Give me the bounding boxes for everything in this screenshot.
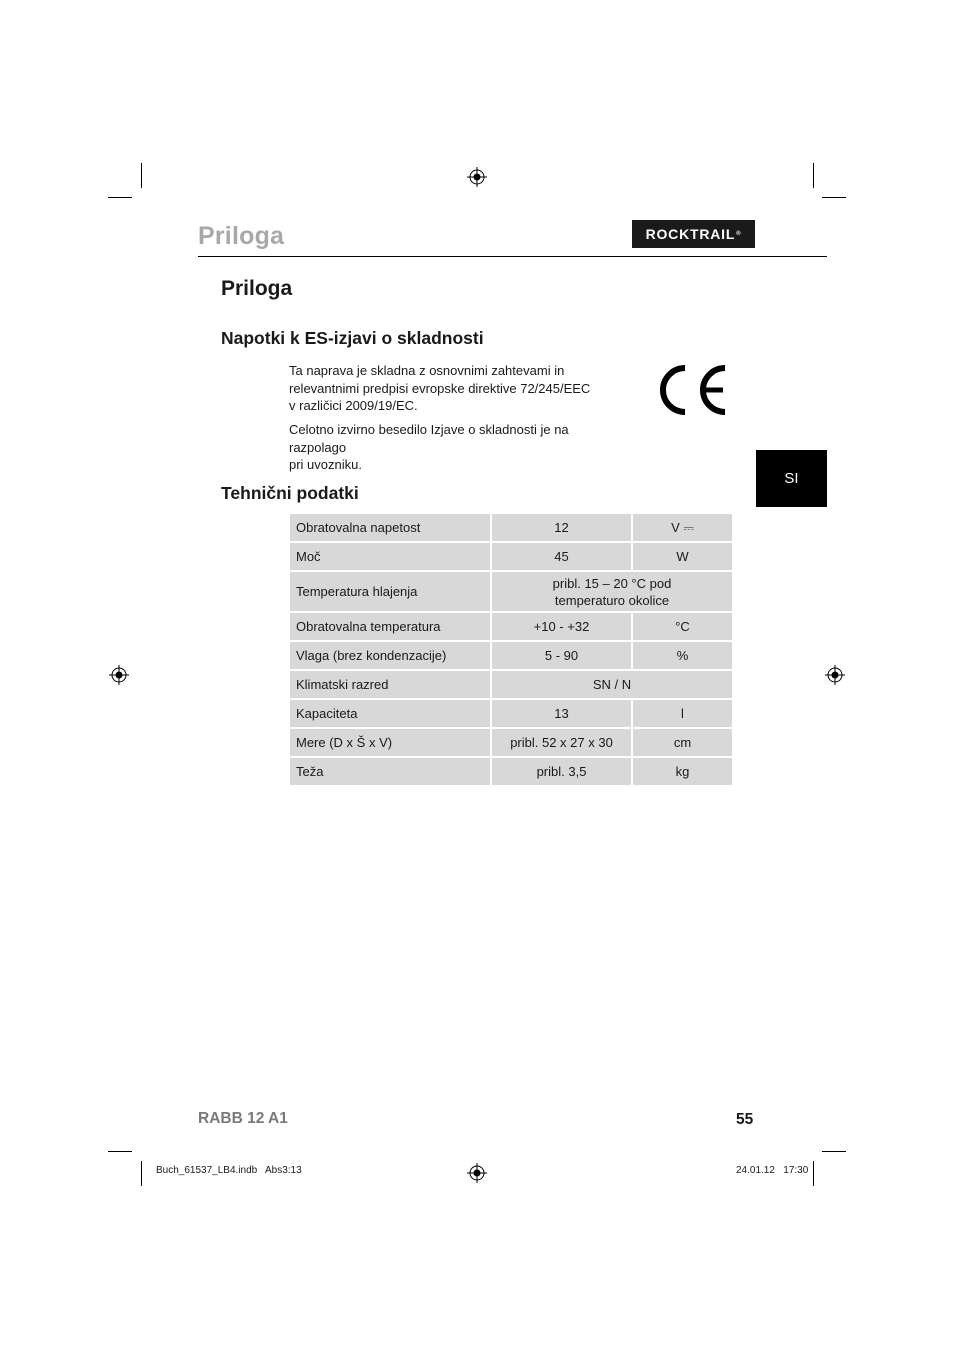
crop-mark (108, 197, 132, 198)
crop-mark (822, 197, 846, 198)
table-row (290, 700, 732, 729)
text-line: temperaturo okolice (554, 592, 670, 608)
spec-value: +10 - +32 (492, 613, 633, 642)
spec-value-span: SN / N (492, 671, 732, 700)
table-row (290, 514, 732, 543)
table-row (290, 729, 732, 758)
spec-value: 13 (492, 700, 633, 729)
spec-unit: W (633, 543, 732, 572)
crop-mark (822, 1151, 846, 1152)
crop-mark (108, 1151, 132, 1152)
registration-mark-icon (467, 1163, 487, 1183)
table-row (290, 613, 732, 642)
language-tab-label: SI (784, 470, 799, 487)
spec-unit: °C (633, 613, 732, 642)
crop-mark (141, 163, 142, 188)
print-slug-left: Buch_61537_LB4.indb Abs3:13 (156, 1165, 302, 1176)
text-line: Celotno izvirno besedilo Izjave o skladnosti je na razpolago (289, 422, 569, 455)
text-line: pribl. 15 – 20 °C pod (552, 575, 672, 591)
crop-mark (141, 1161, 142, 1186)
print-slug-right: 24.01.12 17:30 (736, 1165, 809, 1176)
footer-model: RABB 12 A1 (198, 1110, 288, 1127)
spec-unit: kg (633, 758, 732, 787)
tech-data-heading: Tehnični podatki (221, 483, 359, 503)
table-row (290, 642, 732, 671)
spec-value: 5 - 90 (492, 642, 633, 671)
spec-unit: % (633, 642, 732, 671)
spec-unit: cm (633, 729, 732, 758)
spec-value-span (492, 572, 732, 613)
text-line: relevantnimi predpisi evropske direktive 72/245/EEC (289, 380, 591, 396)
spec-value: pribl. 3,5 (492, 758, 633, 787)
spec-label: Klimatski razred (290, 671, 492, 700)
registration-mark-icon (467, 167, 487, 187)
spec-label: Kapaciteta (290, 700, 492, 729)
registration-mark-icon (109, 665, 129, 685)
text-line: pri uvozniku. (289, 457, 362, 472)
header-divider (198, 256, 827, 257)
spec-label: Moč (290, 543, 492, 572)
spec-unit: V ⎓ (633, 514, 732, 543)
tech-data-table (290, 514, 732, 787)
spec-label: Teža (290, 758, 492, 787)
registration-mark-icon (825, 665, 845, 685)
running-header-title: Priloga (198, 222, 285, 250)
declaration-heading: Napotki k ES-izjavi o skladnosti (221, 328, 484, 348)
crop-mark (813, 163, 814, 188)
crop-mark (813, 1161, 814, 1186)
spec-value: 12 (492, 514, 633, 543)
declaration-paragraph-2 (289, 421, 629, 474)
ce-mark-icon (655, 364, 729, 416)
section-title: Priloga (221, 277, 293, 300)
table-row (290, 758, 732, 787)
spec-label: Obratovalna napetost (290, 514, 492, 543)
language-tab-si (756, 450, 827, 507)
spec-label: Temperatura hlajenja (290, 572, 492, 613)
spec-value: pribl. 52 x 27 x 30 (492, 729, 633, 758)
text-line: Ta naprava je skladna z osnovnimi zahtevami in (289, 363, 565, 378)
table-row (290, 572, 732, 613)
spec-value: 45 (492, 543, 633, 572)
page-number: 55 (736, 1111, 754, 1128)
brand-logo (632, 220, 755, 248)
registered-mark: ® (736, 231, 742, 237)
table-row (290, 543, 732, 572)
spec-label: Vlaga (brez kondenzacije) (290, 642, 492, 671)
spec-label: Obratovalna temperatura (290, 613, 492, 642)
declaration-paragraph-1 (289, 362, 629, 415)
spec-label: Mere (D x Š x V) (290, 729, 492, 758)
spec-unit: l (633, 700, 732, 729)
table-row (290, 671, 732, 700)
text-line: v različici 2009/19/EC. (289, 398, 418, 413)
brand-logo-text: ROCKTRAIL (645, 226, 736, 242)
